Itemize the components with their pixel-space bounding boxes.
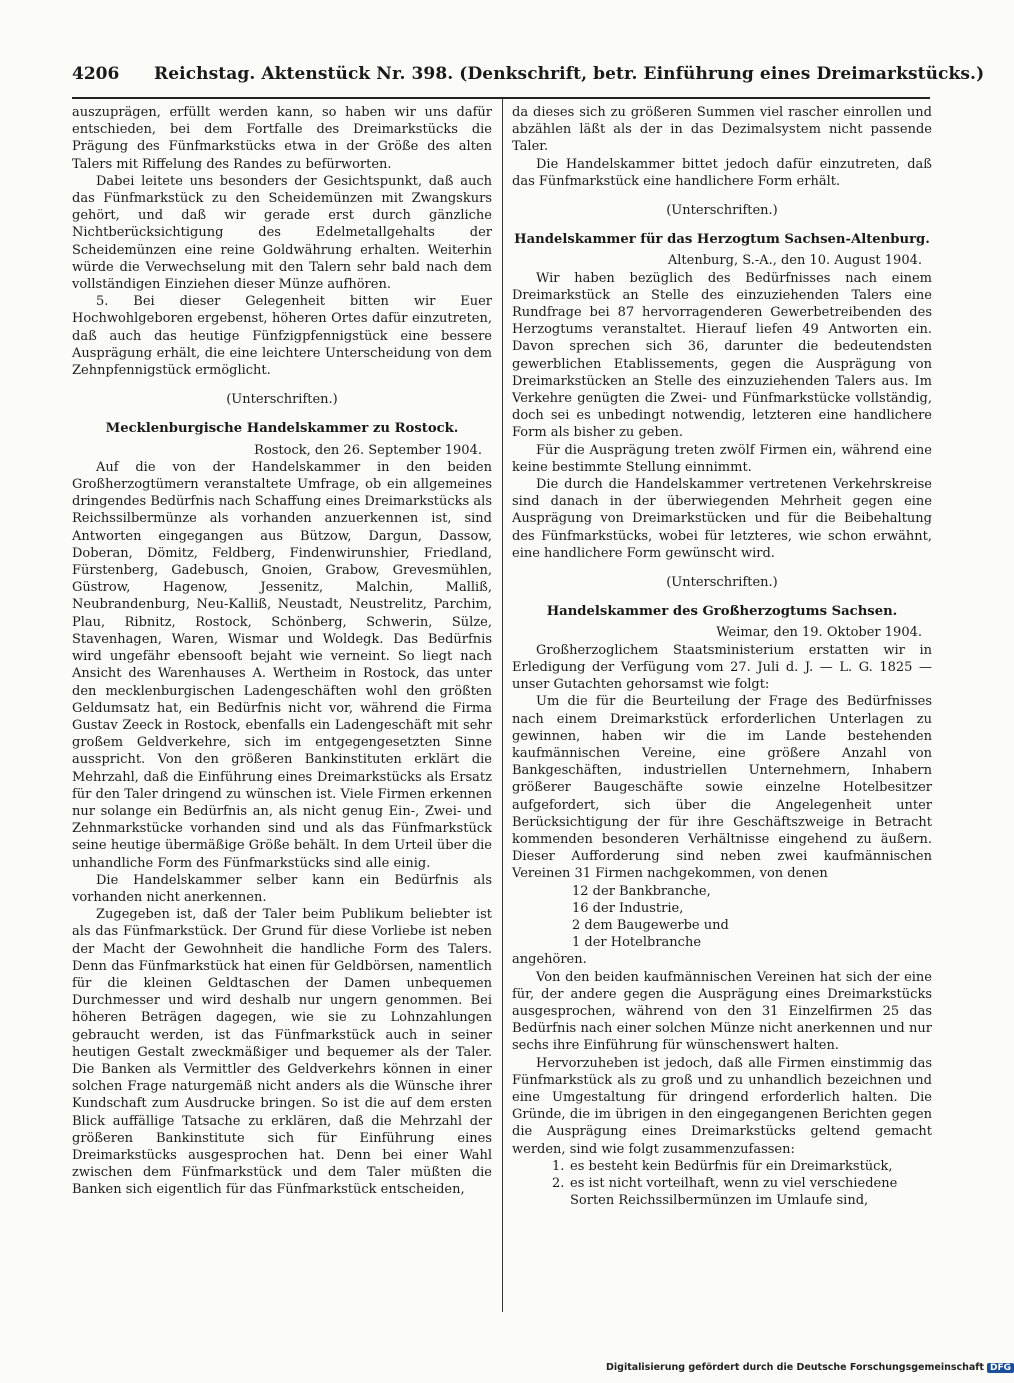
paragraph: Hervorzuheben ist jedoch, daß alle Firmen einstimmig das Fünfmarkstück als zu groß und zu unhandlich bezeichnen und eine Umgestaltung für dringend erforderlich halten. Die Gründe, die im übrigen in den eingegangenen Berichten gegen die Ausprägung eines Dreimarkstücks geltend gemacht werden, sind wie folgt zusammenzufassen: [512, 1055, 932, 1157]
dateline: Rostock, den 26. September 1904. [254, 442, 482, 458]
item-number: 2. [552, 1175, 565, 1191]
paragraph: Dabei leitete uns besonders der Gesichtspunkt, daß auch das Fünfmarkstück zu den Scheidemünzen mit Zwangskurs gehört, und daß wir gerade erst durch gänzliche Nichtberücksichtigung des Edelmetallgehalts der Scheidemünzen eine reine Goldwährung erhalten. Weiterhin würde die Verwechselung mit den Talern sehr bald nach dem vollständigen Einziehen dieser Münze aufhören. [72, 173, 492, 293]
item-text: es besteht kein Bedürfnis für ein Dreimarkstück, [570, 1158, 893, 1174]
list-item: 1 der Hotelbranche [572, 935, 702, 951]
dateline: Altenburg, S.-A., den 10. August 1904. [667, 253, 922, 269]
paragraph: Für die Ausprägung treten zwölf Firmen ein, während eine keine bestimmte Stellung einnimmt. [512, 442, 932, 475]
item-number: 1. [552, 1158, 565, 1174]
header-rule [72, 97, 930, 99]
paragraph: Zugegeben ist, daß der Taler beim Publikum beliebter ist als das Fünfmarkstück. Der Grund für diese Vorliebe ist neben der Macht der Gewohnheit die handliche Form des Talers. Denn das Fünfmarkstück hat einen für Geldbörsen, namentlich für die kleinen Geldtaschen der Damen unbequemen Durchmesser und wird deshalb nur ungern genommen. Bei höheren Beträgen dagegen, wie sie zu Lohnzahlungen gebraucht werden, ist das Fünfmarkstück auch in seiner heutigen Gestalt zweckmäßiger und bequemer als der Taler. Die Banken als Vermittler des Geldverkehrs können in einer solchen Frage naturgemäß nicht anders als die Wünsche ihrer Kundschaft zum Ausdrucke bringen. So ist die auf dem ersten Blick auffällige Tatsache zu erklären, daß die Mehrzahl der größeren Bankinstitute sich für Einführung eines Dreimarkstücks ausgesprochen hat. Denn bei einer Wahl zwischen dem Fünfmarkstück und dem Taler müßten die Banken sich eigentlich für das Fünfmarkstück entscheiden, [72, 907, 492, 1198]
enumerated-item [512, 1158, 932, 1175]
right-column [512, 104, 932, 1209]
enumerated-item [512, 1175, 932, 1209]
signature-note: (Unterschriften.) [226, 392, 338, 408]
item-text: es ist nicht vorteilhaft, wenn zu viel verschiedene [570, 1175, 898, 1191]
item-text-continued: Sorten Reichssilbermünzen im Umlaufe sind, [570, 1193, 869, 1209]
dfg-logo: DFG [987, 1363, 1014, 1373]
paragraph: Wir haben bezüglich des Bedürfnisses nach einem Dreimarkstück an Stelle des einzuziehenden Talers eine Rundfrage bei 87 hervorragenderen Gewerbetreibenden des Herzogtums veranstaltet. Hierauf liefen 49 Antworten ein. Davon sprechen sich 36, darunter die bedeutendsten gewerblichen Etablissements, gegen die Ausprägung von Dreimarkstücken an Stelle des einzuziehenden Talers aus. Im Verkehre genügten die Zwei- und Fünfmarkstücke vollständig, doch sei es unbedingt notwendig, letzteren eine handlichere Form als bisher zu geben. [512, 270, 932, 441]
dateline: Weimar, den 19. Oktober 1904. [716, 625, 922, 641]
paragraph: Großherzoglichem Staatsministerium erstatten wir in Erledigung der Verfügung vom 27. Juli d. J. — L. G. 1825 — unser Gutachten gehorsamst wie folgt: [512, 642, 932, 693]
paragraph: 5. Bei dieser Gelegenheit bitten wir Euer Hochwohlgeboren ergebenst, höheren Ortes dafür einzutreten, daß auch das heutige Fünfzigpfennigstück eine bessere Ausprägung erhält, die eine leichtere Unterscheidung von dem Zehnpfennigstück ermöglicht. [72, 294, 492, 379]
column-divider [502, 99, 503, 1312]
left-column [72, 104, 492, 1199]
signature-note: (Unterschriften.) [666, 203, 778, 219]
page-number: 4206 [72, 64, 120, 84]
paragraph: auszuprägen, erfüllt werden kann, so haben wir uns dafür entschieden, bei dem Fortfalle des Dreimarkstücks die Prägung des Fünfmarkstücks etwa in der Größe des alten Talers mit Riffelung des Randes zu befürworten. [72, 105, 492, 172]
paragraph: Auf die von der Handelskammer in den beiden Großherzogtümern veranstaltete Umfrage, ob ein allgemeines dringendes Bedürfnis nach Schaffung eines Dreimarkstücks als Reichssilbermünze als vorhanden anzuerkennen ist, sind Antworten eingegangen aus Bützow, Dargun, Dassow, Doberan, Dömitz, Feldberg, Findenwirunshier, Friedland, Fürstenberg, Gadebusch, Gnoien, Grabow, Grevesmühlen, Güstrow, Hagenow, Jessenitz, Malchin, Malliß, Neubrandenburg, Neu-Kalliß, Neustadt, Neustrelitz, Parchim, Plau, Ribnitz, Rostock, Schönberg, Schwerin, Sülze, Stavenhagen, Waren, Wismar und Woldegk. Das Bedürfnis wird ungefähr ebensooft bejaht wie verneint. So liegt nach Ansicht des Warenhauses A. Wertheim in Rostock, das unter den mecklenburgischen Ladengeschäften wohl den größten Geldumsatz hat, ein Bedürfnis nicht vor, während die Firma Gustav Zeeck in Rostock, ebenfalls ein Ladengeschäft mit sehr großem Geldverkehre, sich im entgegengesetzten Sinne ausspricht. Von den größeren Bankinstituten erklärt die Mehrzahl, daß die Einführung eines Dreimarkstücks als Ersatz für den Taler dringend zu wünschen ist. Viele Firmen erkennen nur solange ein Bedürfnis an, als nicht genug Ein-, Zwei- und Zehnmarkstücke vorhanden sind und als das Fünfmarkstück seine heutige übermäßige Größe behält. In dem Urteil über die unhandliche Form des Fünfmarkstücks sind alle einig. [72, 459, 492, 871]
paragraph: da dieses sich zu größeren Summen viel rascher einrollen und abzählen läßt als der in das Dezimalsystem nicht passende Taler. [512, 105, 932, 155]
paragraph: Um die für die Beurteilung der Frage des Bedürfnisses nach einem Dreimarkstück erforderlichen Unterlagen zu gewinnen, haben wir die im Lande bestehenden kaufmännischen Vereine, eine größere Anzahl von Bankgeschäften, industriellen Unternehmern, Inhabern größerer Baugeschäfte sowie einzelne Hotelbesitzer aufgefordert, sich über die Angelegenheit unter Berücksichtigung der für ihre Geschäftszweige in Betracht kommenden besonderen Verhältnisse eingehend zu äußern. Dieser Aufforderung sind neben zwei kaufmännischen Vereinen 31 Firmen nachgekommen, von denen [512, 694, 932, 882]
list-item: 2 dem Baugewerbe und [572, 917, 729, 933]
running-header [72, 60, 985, 90]
paragraph: Von den beiden kaufmännischen Vereinen hat sich der eine für, der andere gegen die Ausprägung eines Dreimarkstücks ausgesprochen, während von den 31 Einzelfirmen 25 das Bedürfnis nach einer solchen Münze nicht anerkennen und nur sechs ihre Einführung für wünschenswert halten. [512, 969, 932, 1054]
paragraph: Die durch die Handelskammer vertretenen Verkehrskreise sind danach in der überwiegenden Mehrheit gegen eine Ausprägung von Dreimarkstücken und für die Beibehaltung des Fünfmarkstücks, wobei für letzteres, wie schon erwähnt, eine handlichere Form gewünscht wird. [512, 477, 932, 561]
footer-text: Digitalisierung gefördert durch die Deutsche Forschungsgemeinschaft [606, 1362, 984, 1373]
paragraph: Die Handelskammer bittet jedoch dafür einzutreten, daß das Fünfmarkstück eine handlichere Form erhält. [512, 156, 932, 189]
section-heading: Handelskammer für das Herzogtum Sachsen-Altenburg. [514, 232, 930, 248]
paragraph: angehören. [512, 952, 587, 968]
signature-note: (Unterschriften.) [666, 575, 778, 591]
section-heading: Handelskammer des Großherzogtums Sachsen. [546, 604, 898, 620]
paragraph: Die Handelskammer selber kann ein Bedürfnis als vorhanden nicht anerkennen. [72, 872, 492, 905]
section-heading: Mecklenburgische Handelskammer zu Rostock. [105, 421, 459, 437]
list-item: 12 der Bankbranche, [572, 883, 711, 899]
firm-count-list [512, 883, 932, 952]
list-item: 16 der Industrie, [572, 900, 684, 916]
digitization-footer [606, 1362, 1011, 1376]
running-title: Reichstag. Aktenstück Nr. 398. (Denkschrift, betr. Einführung eines Dreimarkstücks.) [154, 64, 985, 84]
